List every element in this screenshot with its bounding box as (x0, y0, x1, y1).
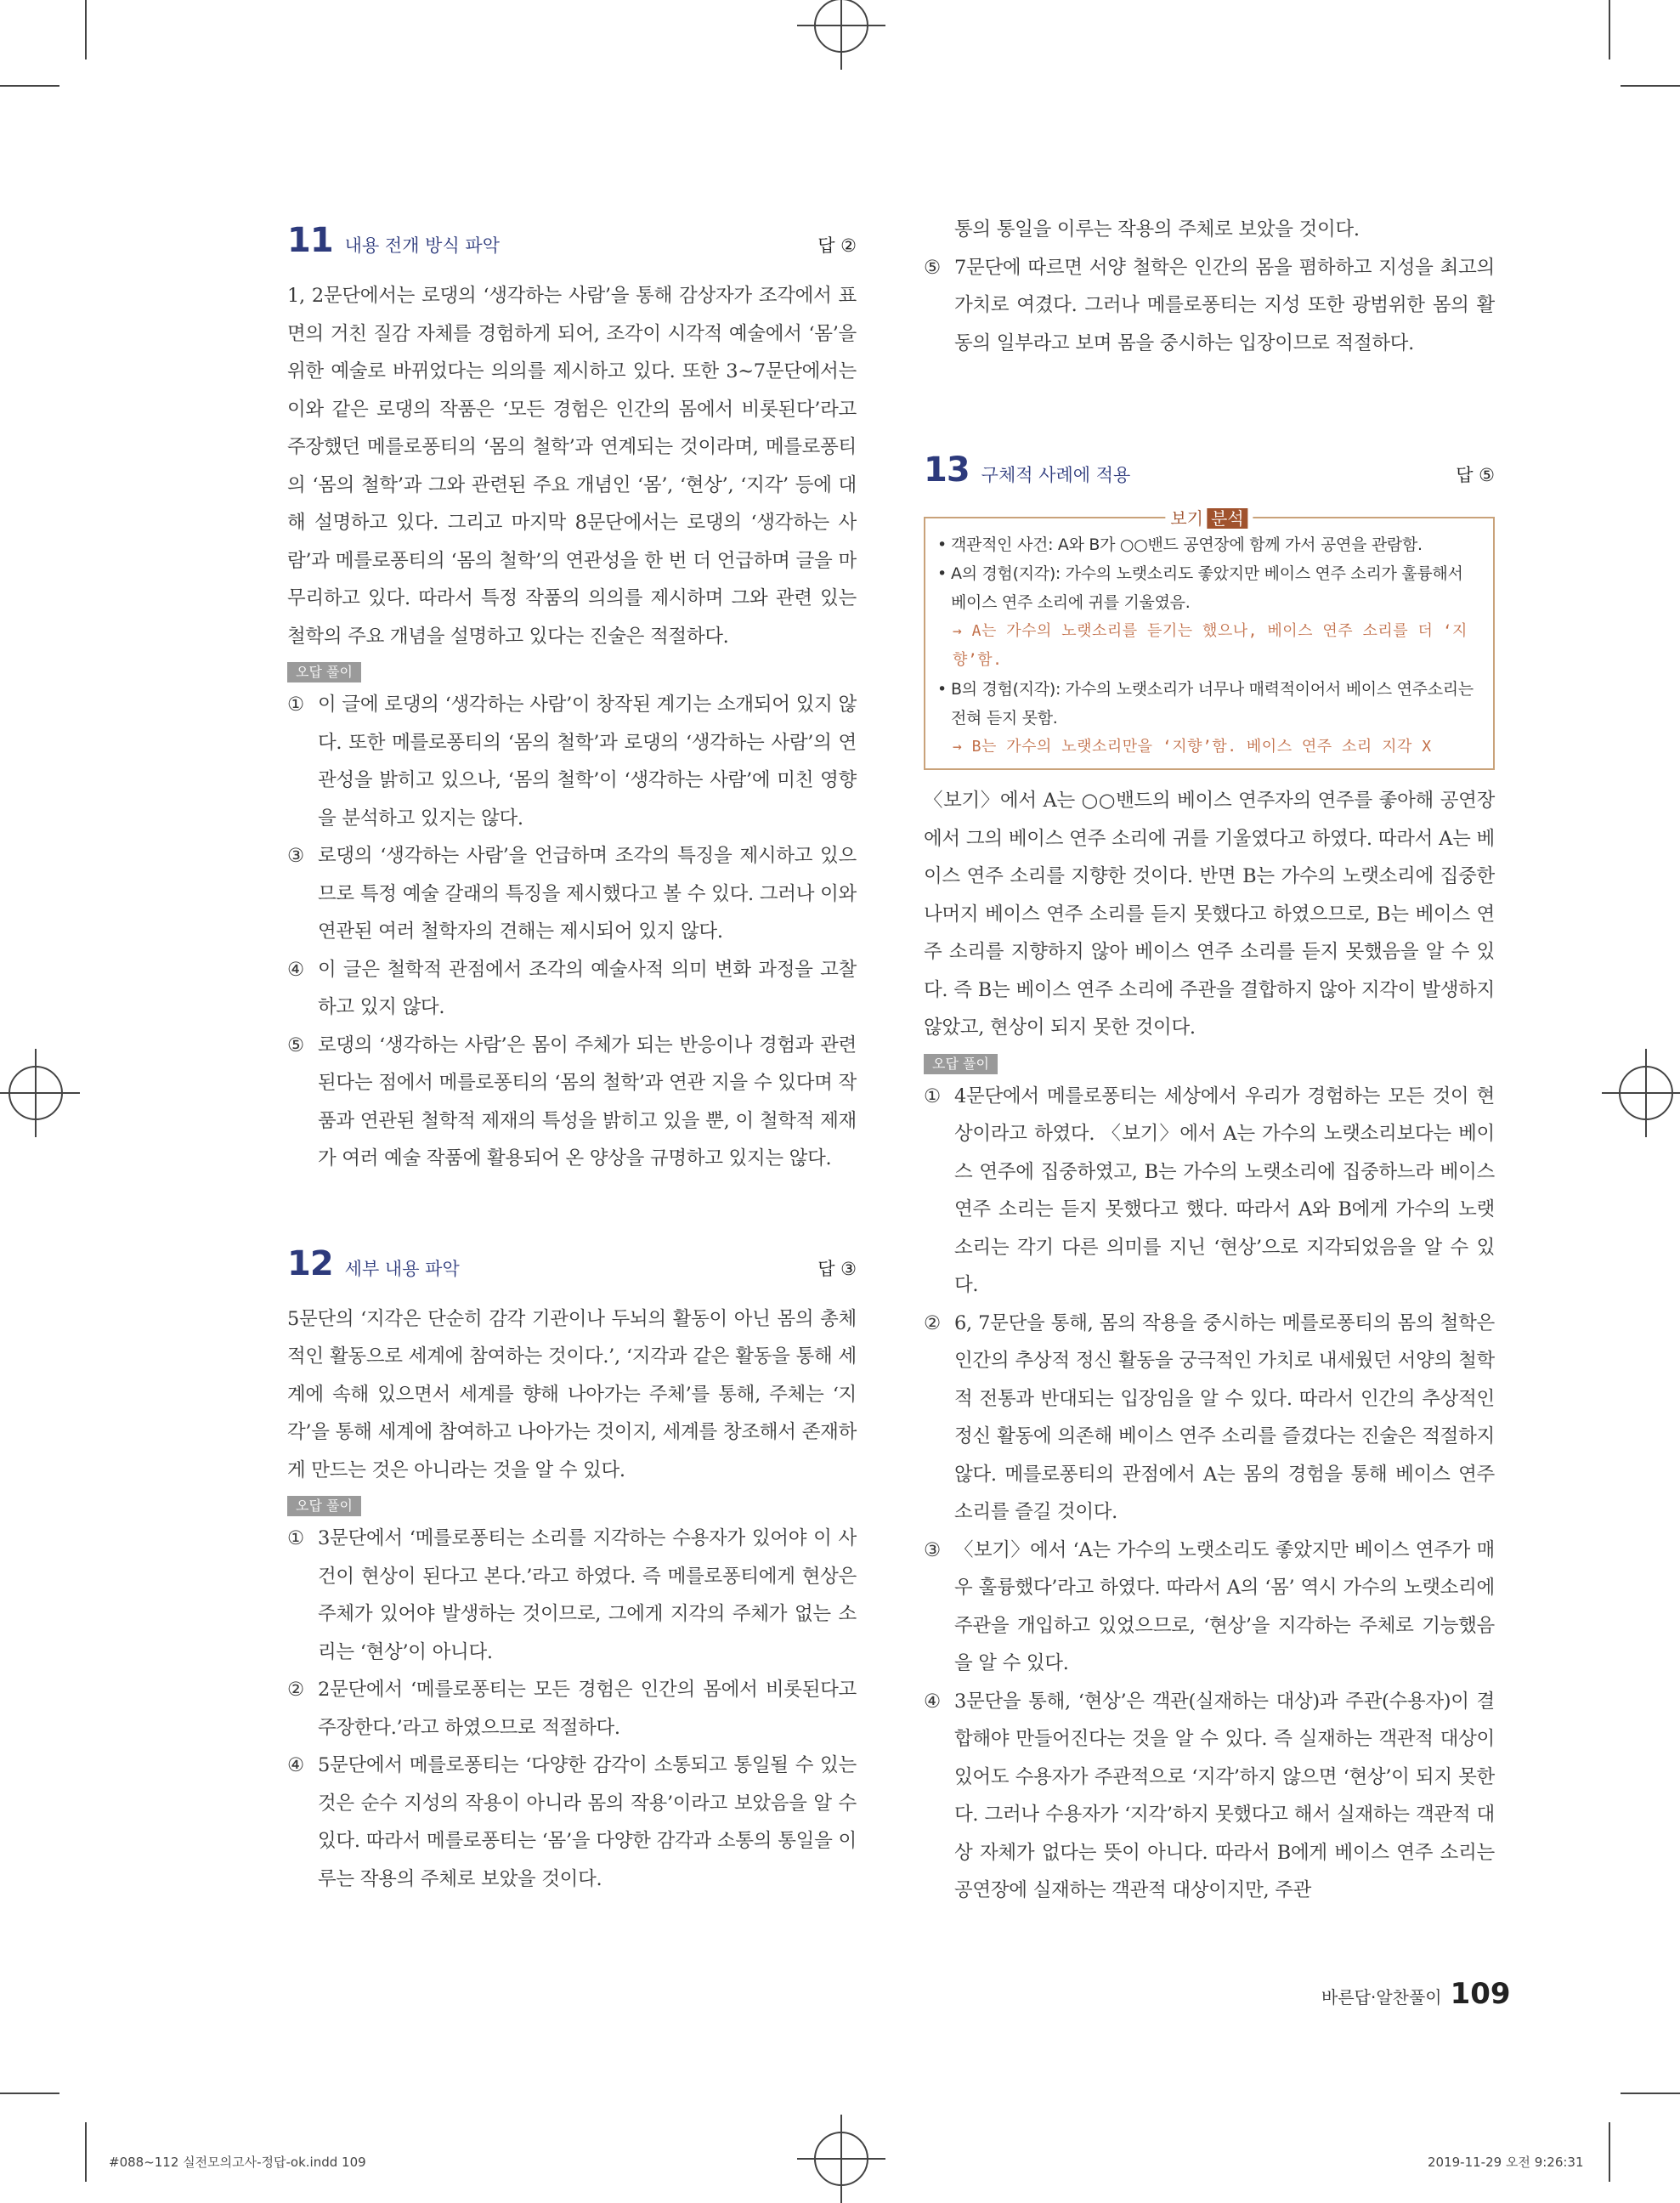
item-number: ③ (287, 845, 304, 867)
footer-label: 바른답·알찬풀이 (1321, 1987, 1442, 2008)
wrong-answer-tag: 오답 풀이 (924, 1054, 998, 1074)
list-item (924, 1532, 1495, 1683)
analysis-badge: 분석 (1207, 508, 1248, 529)
question-header (924, 450, 1495, 501)
explanation-text: 1, 2문단에서는 로댕의 ‘생각하는 사람’을 통해 감상자가 조각에서 표면의 거친 질감 자체를 경험하게 되어, 조각이 시각적 예술에서 ‘몸’을 위한 예술로 바뀌었다는 의의를 제시하고 있다. 또한 3~7문단에서는 이와 같은 로댕의 작품은 ‘모든 경험은 인간의 몸에서 비롯된다’라고 주장했던 메를로퐁티의 ‘몸의 철학’과 연계되는 것이라며, 메를로퐁티의 ‘몸의 철학’과 그와 관련된 주요 개념인 ‘몸’, ‘현상’, ‘지각’ 등에 대해 설명하고 있다. 그리고 마지막 8문단에서는 로댕의 ‘생각하는 사람’과 메를로퐁티의 ‘몸의 철학’의 연관성을 한 번 더 언급하며 글을 마무리하고 있다. 따라서 특정 작품의 의의를 제시하며 그와 관련 있는 철학의 주요 개념을 설명하고 있다는 진술은 적절하다. (287, 285, 857, 648)
question-header (287, 1244, 857, 1295)
question-header (287, 221, 857, 272)
item-number: ③ (924, 1538, 941, 1561)
registration-mark-left (8, 1066, 63, 1120)
question-11 (287, 221, 857, 1178)
bogi-note: → A는 가수의 노랫소리를 듣기는 했으나, 베이스 연주 소리를 더 ‘지향’함. (953, 622, 1468, 669)
crop-mark-tr-v (1609, 0, 1610, 59)
item-text: 이 글에 로댕의 ‘생각하는 사람’이 창작된 계기는 소개되어 있지 않다. 또한 메를로퐁티의 ‘몸의 철학’과 로댕의 ‘생각하는 사람’의 연관성을 밝히고 있으나, ‘몸의 철학’이 ‘생각하는 사람’에 미친 영향을 분석하고 있지는 않다. (318, 694, 857, 830)
wrong-answer-tag: 오답 풀이 (287, 1496, 361, 1516)
item-number: ② (924, 1311, 941, 1334)
explanation-text: 5문단의 ‘지각은 단순히 감각 기관이나 두뇌의 활동이 아닌 몸의 총체적인 활동으로 세계에 참여하는 것이다.’, ‘지각과 같은 활동을 통해 세계에 속해 있으면서 세계를 향해 나아가는 주체’를 통해, 주체는 ‘지각’을 통해 세계에 참여하고 나아가는 것이지, 세계를 창조해서 존재하게 만드는 것은 아니라는 것을 알 수 있다. (287, 1307, 857, 1481)
list-item (287, 951, 857, 1027)
registration-mark-bottom (814, 2132, 868, 2186)
bullet: • (937, 535, 947, 554)
answer-label: 답 ② (817, 235, 857, 256)
bogi-note: → B는 가수의 노랫소리만을 ‘지향’함. 베이스 연주 소리 지각 X (953, 738, 1432, 756)
item-text: 4문단에서 메를로퐁티는 세상에서 우리가 경험하는 모든 것이 현상이라고 하였다. 〈보기〉에서 A는 가수의 노랫소리보다는 베이스 연주에 집중하였고, B는 가수의 노랫소리에 집중하느라 베이스 연주 소리는 듣지 못했다고 했다. 따라서 A와 B에게 가수의 노랫소리는 각기 다른 의미를 지닌 ‘현상’으로 지각되었음을 알 수 있다. (954, 1085, 1495, 1296)
wrong-answer-list (287, 686, 857, 1178)
item-text: 2문단에서 ‘메를로퐁티는 모든 경험은 인간의 몸에서 비롯된다고 주장한다.’라고 하였으므로 적절하다. (318, 1679, 857, 1739)
bogi-line (937, 675, 1481, 733)
bogi-text: 객관적인 사건: A와 B가 ○○밴드 공연장에 함께 가서 공연을 관람함. (951, 535, 1423, 554)
item-text: 로댕의 ‘생각하는 사람’을 언급하며 조각의 특징을 제시하고 있으므로 특정 예술 갈래의 특징을 제시했다고 볼 수 있다. 그러나 이와 연관된 여러 철학자의 견해는 제시되어 있지 않다. (318, 845, 857, 943)
bogi-label: 보기 (1170, 508, 1203, 529)
question-number: 12 (287, 1243, 333, 1283)
slug-timestamp: 2019-11-29 오전 9:26:31 (1428, 2155, 1584, 2170)
question-title: 구체적 사례에 적용 (981, 465, 1131, 485)
question-12 (287, 1244, 857, 1899)
crop-mark-tl-h (0, 85, 59, 87)
item-number: ⑤ (924, 256, 941, 279)
list-item (287, 1027, 857, 1178)
bogi-analysis-box (924, 508, 1495, 770)
list-item (924, 1305, 1495, 1532)
question-title: 세부 내용 파악 (344, 1258, 460, 1279)
item-text: 5문단에서 메를로퐁티는 ‘다양한 감각이 소통되고 통일될 수 있는 것은 순수 지성의 작용이 아니라 몸의 작용’이라고 보았음을 알 수 있다. 따라서 메를로퐁티는 ‘몸’을 다양한 감각과 소통의 통일을 이루는 작용의 주체로 보았을 것이다. (318, 1754, 857, 1890)
explanation-text: 〈보기〉에서 A는 ○○밴드의 베이스 연주자의 연주를 좋아해 공연장에서 그의 베이스 연주 소리에 귀를 기울였다고 하였다. 따라서 A는 베이스 연주 소리를 지향한 것이다. 반면 B는 가수의 노랫소리에 집중한 나머지 베이스 연주 소리를 듣지 못했다고 하였으므로, B는 베이스 연주 소리를 지향하지 않아 베이스 연주 소리를 듣지 못했음을 알 수 있다. 즉 B는 베이스 연주 소리에 주관을 결합하지 않아 지각이 발생하지 않았고, 현상이 되지 못한 것이다. (924, 790, 1495, 1039)
bogi-text: B의 경험(지각): 가수의 노랫소리가 너무나 매력적이어서 베이스 연주소리는 전혀 듣지 못함. (951, 680, 1474, 728)
continued-items (924, 211, 1495, 362)
bullet: • (937, 680, 947, 699)
bogi-line (937, 530, 1481, 559)
crop-mark-bl-h (0, 2093, 59, 2094)
item-text: 〈보기〉에서 ‘A는 가수의 노랫소리도 좋았지만 베이스 연주가 매우 훌륭했다’라고 하였다. 따라서 A의 ‘몸’ 역시 가수의 노랫소리에 주관을 개입하고 있었으므로, ‘현상’을 지각하는 주체로 기능했음을 알 수 있다. (954, 1538, 1495, 1674)
bogi-title (1165, 505, 1253, 530)
question-title: 내용 전개 방식 파악 (344, 235, 500, 256)
left-column (287, 221, 857, 1898)
slug-file-info: #088~112 실전모의고사-정답-ok.indd 109 (109, 2155, 366, 2170)
crop-mark-br-h (1621, 2093, 1680, 2094)
answer-label: 답 ⑤ (1456, 465, 1495, 485)
crop-mark-tl-v (85, 0, 87, 59)
list-item (924, 1683, 1495, 1910)
page-footer (1321, 1977, 1511, 2011)
list-item (924, 1078, 1495, 1305)
item-text: 6, 7문단을 통해, 몸의 작용을 중시하는 메를로퐁티의 몸의 철학은 인간의 추상적 정신 활동을 궁극적인 가치로 내세웠던 서양의 철학적 전통과 반대되는 입장임을 알 수 있다. 따라서 인간의 추상적인 정신 활동에 의존해 베이스 연주 소리를 즐겼다는 진술은 적절하지 않다. 메를로퐁티의 관점에서 A는 몸의 경험을 통해 베이스 연주 소리를 즐길 것이다. (954, 1311, 1495, 1523)
item-text: 7문단에 따르면 서양 철학은 인간의 몸을 폄하하고 지성을 최고의 가치로 여겼다. 그러나 메를로퐁티는 지성 또한 광범위한 몸의 활동의 일부라고 보며 몸을 중시하는 입장이므로 적절하다. (954, 256, 1495, 354)
item-number: ⑤ (287, 1034, 304, 1056)
wrong-answer-list (287, 1520, 857, 1898)
item-number: ① (287, 694, 304, 716)
item-text: 3문단에서 ‘메를로퐁티는 소리를 지각하는 수용자가 있어야 이 사건이 현상이 된다고 본다.’라고 하였다. 즉 메를로퐁티에게 현상은 주체가 있어야 발생하는 것이므로, 그에게 지각의 주체가 없는 소리는 ‘현상’이 아니다. (318, 1527, 857, 1663)
list-item (287, 1520, 857, 1671)
bogi-line (937, 559, 1481, 617)
item-number: ② (287, 1679, 304, 1701)
bullet: • (937, 564, 947, 583)
item-text: 이 글은 철학적 관점에서 조각의 예술사적 의미 변화 과정을 고찰하고 있지 않다. (318, 958, 857, 1018)
bogi-text: A의 경험(지각): 가수의 노랫소리도 좋았지만 베이스 연주 소리가 훌륭해서 베이스 연주 소리에 귀를 기울였음. (951, 564, 1463, 612)
list-item (287, 686, 857, 837)
item-number: ④ (924, 1690, 941, 1713)
item-text-continued: 통의 통일을 이루는 작용의 주체로 보았을 것이다. (954, 218, 1360, 241)
question-number: 13 (924, 450, 970, 490)
item-number: ④ (287, 1754, 304, 1776)
question-number: 11 (287, 221, 333, 260)
item-number: ④ (287, 958, 304, 981)
list-item (287, 1671, 857, 1747)
registration-mark-right (1619, 1066, 1673, 1120)
page-number: 109 (1450, 1977, 1511, 2011)
right-column (924, 211, 1495, 1910)
answer-label: 답 ③ (817, 1258, 857, 1279)
list-item-continued (924, 211, 1495, 249)
item-number: ① (287, 1527, 304, 1549)
question-13 (924, 450, 1495, 1910)
item-text: 3문단을 통해, ‘현상’은 객관(실재하는 대상)과 주관(수용자)이 결합해야 만들어진다는 것을 알 수 있다. 즉 실재하는 객관적 대상이 있어도 수용자가 주관적으로 ‘지각’하지 않으면 ‘현상’이 되지 못한다. 그러나 수용자가 ‘지각’하지 못했다고 해서 실재하는 객관적 대상 자체가 없다는 뜻이 아니다. 따라서 B에게 베이스 연주 소리는 공연장에 실재하는 객관적 대상이지만, 주관 (954, 1690, 1495, 1901)
crop-mark-bl-v (85, 2122, 87, 2182)
list-item (287, 837, 857, 951)
wrong-answer-list (924, 1078, 1495, 1910)
item-text: 로댕의 ‘생각하는 사람’은 몸이 주체가 되는 반응이나 경험과 관련된다는 점에서 메를로퐁티의 ‘몸의 철학’과 연관 지을 수 있다며 작품과 연관된 철학적 제재의 특성을 밝히고 있을 뿐, 이 철학적 제재가 여러 예술 작품에 활용되어 온 양상을 규명하고 있지는 않다. (318, 1034, 857, 1169)
item-number: ① (924, 1085, 941, 1107)
list-item (287, 1747, 857, 1898)
crop-mark-br-v (1609, 2122, 1610, 2182)
list-item (924, 249, 1495, 363)
crop-mark-tr-h (1621, 85, 1680, 87)
registration-mark-top (814, 0, 868, 53)
wrong-answer-tag: 오답 풀이 (287, 662, 361, 682)
